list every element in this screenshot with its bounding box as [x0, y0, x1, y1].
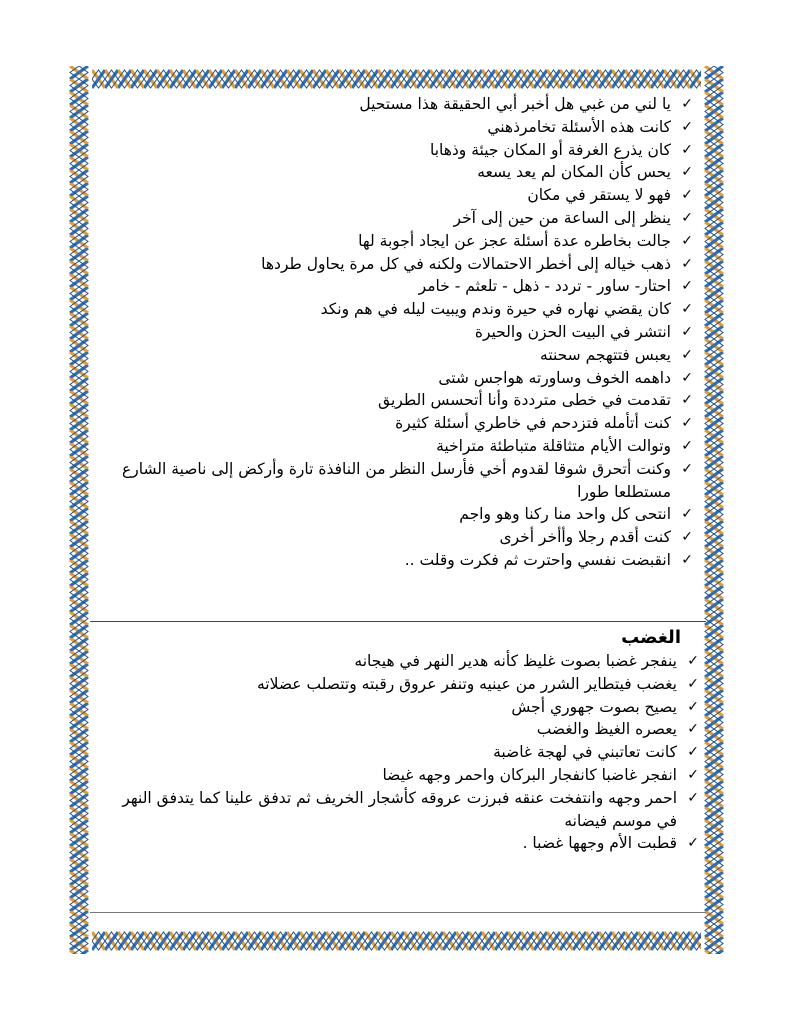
list-item-text: ينفجر غضبا بصوت غليظ كأنه هدير النهر في هيجانه — [354, 652, 677, 670]
list-item — [103, 787, 699, 833]
section-divider — [90, 621, 706, 622]
list-item — [103, 503, 693, 526]
check-icon: ✓ — [681, 96, 693, 112]
list-item-text: كان يقضي نهاره في حيرة وندم ويبيت ليله في هم ونكد — [320, 300, 671, 319]
check-icon: ✓ — [681, 301, 693, 318]
check-icon: ✓ — [681, 415, 693, 432]
list-item — [103, 161, 693, 184]
check-icon: ✓ — [687, 744, 699, 761]
check-icon: ✓ — [681, 323, 693, 340]
list-item — [103, 650, 699, 673]
list-item — [103, 321, 693, 344]
check-icon: ✓ — [681, 529, 693, 546]
list-item-text: كنت أقدم رجلا وأأخر أخرى — [499, 528, 671, 547]
list-item — [103, 696, 699, 719]
list-item-text: انفجر غاضبا كانفجار البركان واحمر وجهه غيضا — [382, 765, 677, 784]
list-item-text: ذهب خياله إلى أخطر الاحتمالات ولكنه في كل مرة يحاول طردها — [261, 254, 671, 273]
check-icon: ✓ — [681, 209, 693, 226]
check-icon: ✓ — [681, 369, 693, 386]
check-icon: ✓ — [681, 255, 693, 272]
list-item — [103, 526, 693, 549]
list-item — [103, 344, 693, 367]
list-item-text: انقبضت نفسي واحترت ثم فكرت وقلت .. — [404, 550, 671, 569]
list-item-text: يا لني من غبي هل أخبر أبي الحقيقة هذا مستحيل — [359, 95, 671, 113]
list-item-text: انتشر في البيت الحزن والحيرة — [474, 322, 671, 341]
border-left — [66, 66, 92, 954]
check-icon: ✓ — [681, 232, 693, 249]
expression-list — [103, 650, 699, 855]
list-item — [103, 389, 693, 412]
list-item — [103, 673, 699, 696]
list-item — [103, 764, 699, 787]
list-item-text: يحس كأن المكان لم يعد يسعه — [477, 163, 671, 182]
list-item-text: كانت تعاتبني في لهجة غاضبة — [493, 743, 677, 762]
list-item-text: يعبس فتتهجم سحنته — [540, 345, 671, 364]
check-icon: ✓ — [687, 698, 699, 715]
check-icon: ✓ — [681, 460, 693, 477]
check-icon: ✓ — [681, 346, 693, 363]
check-icon: ✓ — [681, 392, 693, 409]
check-icon: ✓ — [681, 506, 693, 523]
list-item-text: احمر وجهه وانتفخت عنقه فبرزت عروقه كأشجار الخريف ثم تدفق علينا كما يتدفق النهر في موسم فيضانه — [122, 788, 677, 830]
list-item — [103, 139, 693, 162]
list-item — [103, 741, 699, 764]
list-item — [103, 230, 693, 253]
list-item — [103, 412, 693, 435]
section-end-rule — [90, 912, 706, 913]
list-item-text: كان يذرع الغرفة أو المكان جيئة وذهابا — [429, 140, 671, 159]
list-item-text: قطبت الأم وجهها غضبا . — [522, 834, 677, 853]
check-icon: ✓ — [681, 278, 693, 295]
list-item — [103, 458, 693, 504]
check-icon: ✓ — [681, 118, 693, 135]
expression-list — [103, 93, 693, 572]
list-item-text: يصيح بصوت جهوري أجش — [511, 697, 677, 716]
list-item — [103, 832, 699, 855]
list-item-text: جالت بخاطره عدة أسئلة عجز عن ايجاد أجوبة لها — [358, 231, 671, 250]
check-icon: ✓ — [681, 141, 693, 158]
list-item-text: كنت أتأمله فتزدحم في خاطري أسئلة كثيرة — [395, 414, 671, 433]
section-anger — [103, 626, 699, 855]
section-confusion — [103, 93, 693, 572]
list-item — [103, 184, 693, 207]
list-item — [103, 116, 693, 139]
check-icon: ✓ — [687, 766, 699, 783]
list-item-text: انتحى كل واحد منا ركنا وهو واجم — [459, 505, 671, 524]
list-item — [103, 718, 699, 741]
list-item — [103, 93, 693, 116]
list-item-text: تقدمت في خطى مترددة وأنا أتحسس الطريق — [378, 391, 671, 410]
check-icon: ✓ — [681, 437, 693, 454]
list-item-text: داهمه الخوف وساورته هواجس شتى — [438, 368, 671, 387]
check-icon: ✓ — [687, 789, 699, 806]
list-item-text: يعصره الغيظ والغضب — [536, 720, 677, 739]
list-item-text: وتوالت الأيام متثاقلة متباطئة متراخية — [436, 436, 671, 455]
check-icon: ✓ — [681, 164, 693, 181]
check-icon: ✓ — [687, 721, 699, 738]
list-item — [103, 298, 693, 321]
check-icon: ✓ — [681, 551, 693, 568]
list-item-text: ينظر إلى الساعة من حين إلى آخر — [453, 208, 671, 227]
list-item-text: كانت هذه الأسئلة تخامرذهني — [487, 117, 671, 136]
check-icon: ✓ — [687, 675, 699, 692]
list-item — [103, 367, 693, 390]
list-item — [103, 549, 693, 572]
check-icon: ✓ — [687, 835, 699, 852]
list-item-text: يغضب فيتطاير الشرر من عينيه وتنفر عروق رقبته وتتصلب عضلاته — [256, 674, 677, 693]
check-icon: ✓ — [681, 187, 693, 204]
border-right — [701, 66, 727, 954]
list-item-text: فهو لا يستقر في مكان — [527, 186, 671, 205]
border-bottom — [66, 928, 727, 954]
list-item — [103, 253, 693, 276]
list-item — [103, 435, 693, 458]
section-heading: الغضب — [621, 627, 681, 648]
list-item — [103, 275, 693, 298]
list-item — [103, 207, 693, 230]
border-top — [66, 66, 727, 92]
list-item-text: وكنت أتحرق شوقا لقدوم أخي فأرسل النظر من النافذة تارة وأركض إلى ناصية الشارع مستطلعا طورا — [122, 459, 671, 501]
check-icon: ✓ — [687, 653, 699, 669]
list-item-text: احتار- ساور - تردد - ذهل - تلعثم - خامر — [418, 277, 671, 296]
